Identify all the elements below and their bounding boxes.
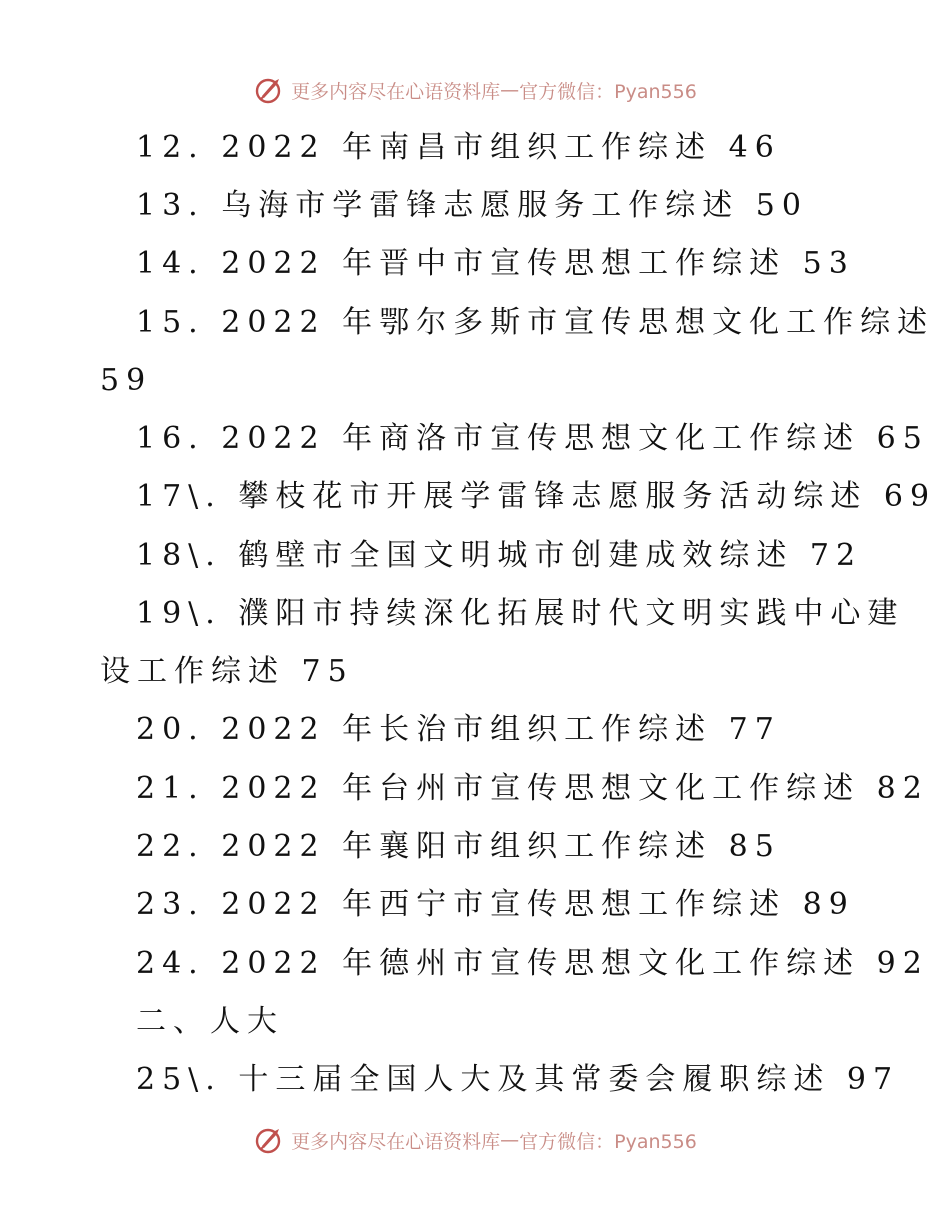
toc-entry-continuation: 设工作综述 75 bbox=[100, 654, 354, 689]
section-heading: 二、人大 bbox=[136, 1004, 284, 1039]
toc-entry: 16. 2022 年商洛市宣传思想文化工作综述 65 bbox=[136, 421, 929, 456]
toc-entry: 24. 2022 年德州市宣传思想文化工作综述 92 bbox=[136, 946, 929, 981]
toc-entry: 17\. 攀枝花市开展学雷锋志愿服务活动综述 69 bbox=[136, 479, 937, 514]
watermark-text: 更多内容尽在心语资料库 bbox=[291, 80, 501, 103]
toc-entry: 25\. 十三届全国人大及其常委会履职综述 97 bbox=[136, 1062, 900, 1097]
toc-entry: 19\. 濮阳市持续深化拓展时代文明实践中心建 bbox=[136, 596, 905, 631]
footer-watermark bbox=[0, 1122, 950, 1158]
watermark-separator: — bbox=[500, 79, 520, 101]
header-watermark bbox=[0, 72, 950, 108]
watermark-suffix: 官方微信：Pyan556 bbox=[519, 1130, 697, 1153]
watermark-separator: — bbox=[500, 1129, 520, 1151]
toc-entry: 23. 2022 年西宁市宣传思想工作综述 89 bbox=[136, 887, 855, 922]
toc-entry: 12. 2022 年南昌市组织工作综述 46 bbox=[136, 130, 781, 165]
toc-entry: 13. 乌海市学雷锋志愿服务工作综述 50 bbox=[136, 188, 808, 223]
quill-logo-icon bbox=[253, 1124, 285, 1156]
toc-entry: 21. 2022 年台州市宣传思想文化工作综述 82 bbox=[136, 771, 929, 806]
quill-logo-icon bbox=[253, 74, 285, 106]
toc-entry: 15. 2022 年鄂尔多斯市宣传思想文化工作综述 bbox=[136, 305, 935, 340]
toc-entry: 18\. 鹤壁市全国文明城市创建成效综述 72 bbox=[136, 538, 863, 573]
toc-entry: 20. 2022 年长治市组织工作综述 77 bbox=[136, 712, 781, 747]
toc-entry: 14. 2022 年晋中市宣传思想工作综述 53 bbox=[136, 246, 855, 281]
watermark-text: 更多内容尽在心语资料库 bbox=[291, 1130, 501, 1153]
watermark-suffix: 官方微信：Pyan556 bbox=[519, 80, 697, 103]
toc-entry: 22. 2022 年襄阳市组织工作综述 85 bbox=[136, 829, 781, 864]
toc-entry-continuation: 59 bbox=[100, 363, 153, 398]
